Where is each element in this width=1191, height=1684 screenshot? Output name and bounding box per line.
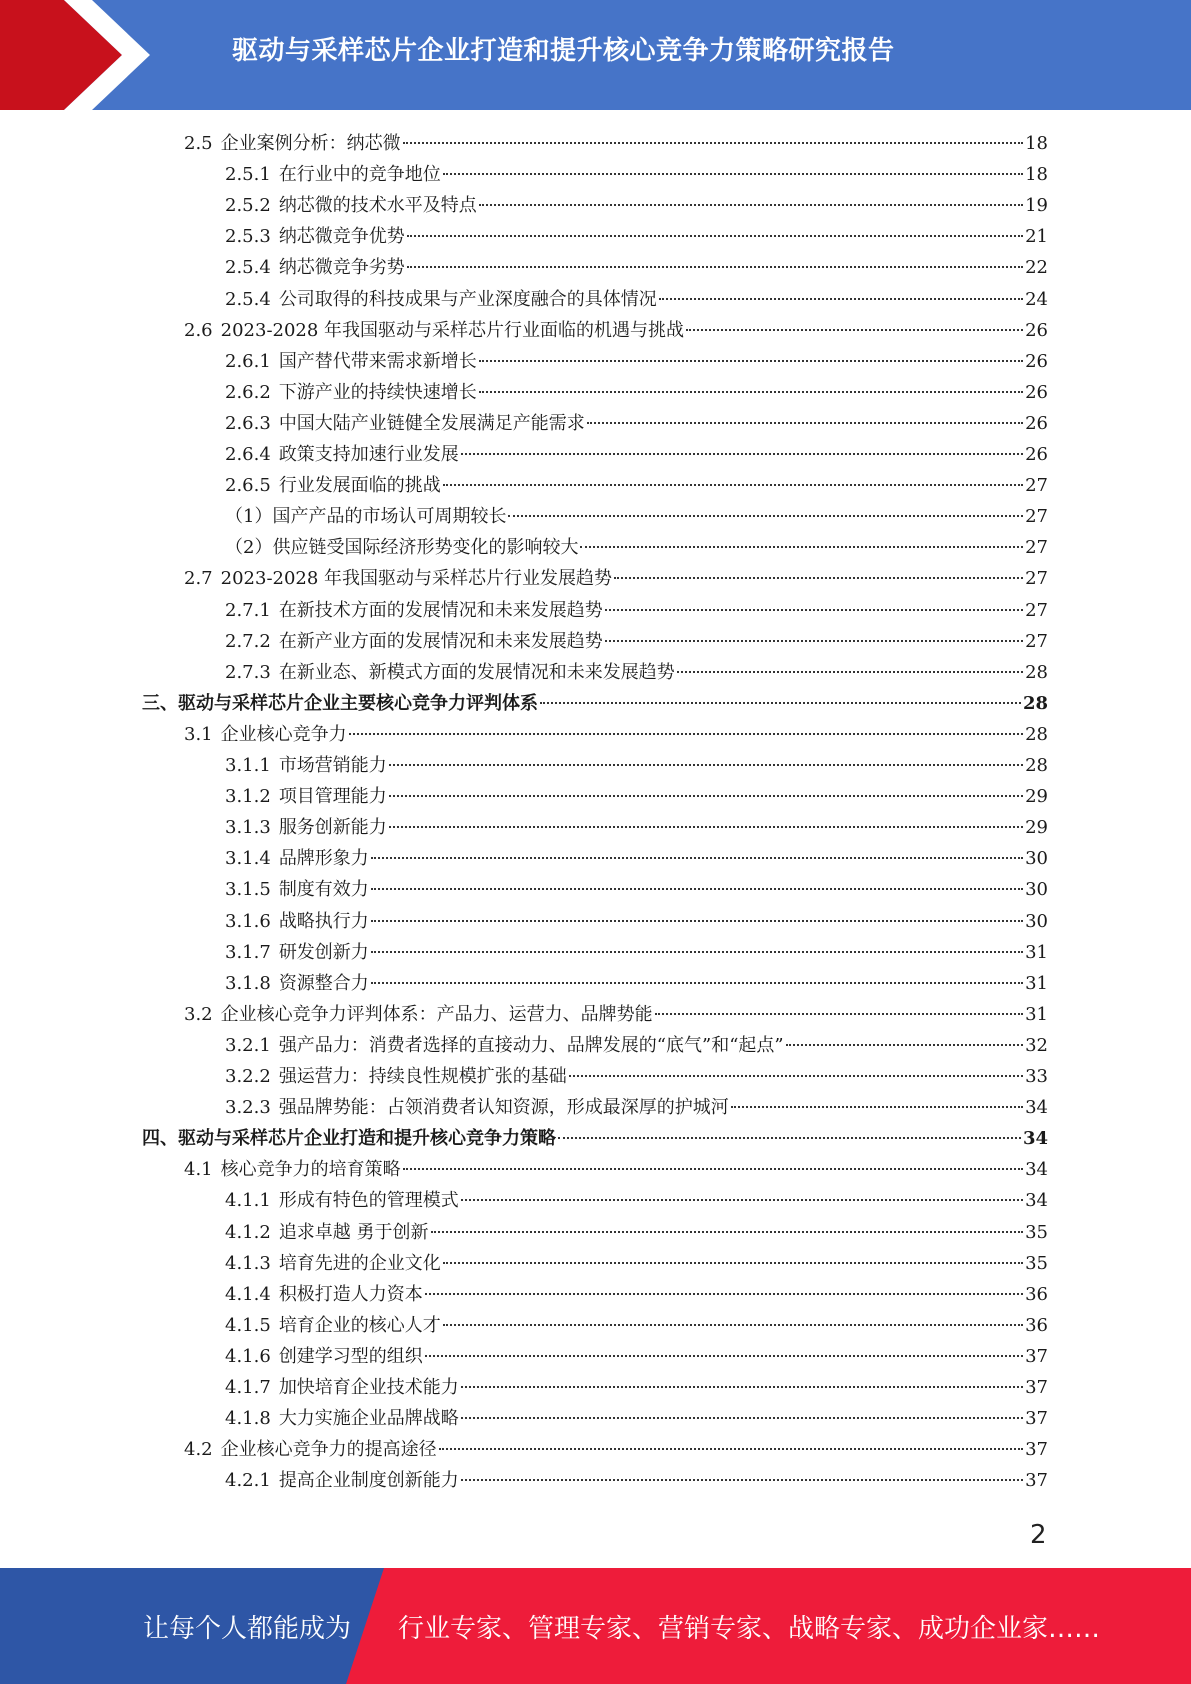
toc-dot-leader	[443, 1262, 1023, 1264]
toc-entry[interactable]	[225, 937, 1048, 968]
toc-entry[interactable]	[225, 284, 1048, 315]
toc-entry-number: 2.5.3	[225, 226, 271, 248]
toc-entry-number: （2）	[225, 537, 273, 559]
toc-entry[interactable]	[225, 408, 1048, 439]
toc-entry[interactable]	[225, 1341, 1048, 1372]
toc-entry-text: 研发创新力	[278, 941, 369, 963]
toc-entry-title	[225, 843, 369, 874]
toc-entry-number: 4.1.1	[225, 1190, 271, 1212]
toc-page-number: 30	[1025, 910, 1048, 932]
toc-page-number: 26	[1025, 412, 1048, 434]
toc-entry[interactable]	[225, 657, 1048, 688]
toc-entry-text: 企业核心竞争力的提高途径	[220, 1439, 437, 1461]
toc-entry[interactable]	[142, 1123, 1048, 1154]
toc-entry-text: 纳芯微竞争优势	[278, 226, 405, 248]
toc-entry[interactable]	[225, 968, 1048, 999]
toc-dot-leader	[461, 1479, 1023, 1481]
toc-dot-leader	[461, 453, 1023, 455]
toc-entry-text: 下游产业的持续快速增长	[278, 381, 477, 403]
toc-entry[interactable]	[225, 874, 1048, 905]
toc-entry-title	[225, 1185, 459, 1216]
toc-entry-title	[225, 626, 603, 657]
toc-entry-title	[184, 999, 653, 1030]
toc-entry[interactable]	[184, 1154, 1048, 1185]
toc-entry-title	[225, 906, 369, 937]
toc-entry-number: 3.2	[184, 1003, 213, 1025]
toc-entry[interactable]	[225, 470, 1048, 501]
toc-entry-text: 资源整合力	[278, 972, 369, 994]
toc-entry[interactable]	[184, 999, 1048, 1030]
toc-dot-leader	[425, 1355, 1023, 1357]
toc-entry-text: 企业核心竞争力	[220, 723, 347, 745]
toc-entry-title	[184, 719, 347, 750]
toc-entry-text: 强产品力：消费者选择的直接动力、品牌发展的“底气”和“起点”	[278, 1034, 784, 1056]
toc-entry-title	[225, 812, 387, 843]
toc-entry-text: 企业案例分析：纳芯微	[220, 133, 401, 154]
toc-entry-title	[184, 1434, 437, 1465]
toc-dot-leader	[443, 173, 1023, 175]
toc-entry-text: 2023-2028 年我国驱动与采样芯片行业面临的机遇与挑战	[220, 319, 685, 341]
toc-page-number: 30	[1025, 848, 1048, 870]
toc-page-number: 36	[1025, 1283, 1048, 1305]
toc-dot-leader	[605, 640, 1023, 642]
toc-page-number: 35	[1025, 1252, 1048, 1274]
toc-entry-number: 三、	[142, 692, 178, 714]
toc-entry-title	[225, 750, 387, 781]
toc-entry-number: 4.1.2	[225, 1221, 271, 1243]
toc-entry-title	[225, 190, 477, 221]
toc-dot-leader	[479, 360, 1023, 362]
toc-page-number: 33	[1025, 1066, 1048, 1087]
toc-dot-leader	[403, 142, 1023, 144]
toc-entry-title	[184, 1154, 401, 1185]
toc-entry-text: 加快培育企业技术能力	[278, 1377, 459, 1398]
toc-page-number: 31	[1025, 941, 1048, 963]
toc-entry-title	[225, 439, 459, 470]
toc-page-number: 18	[1025, 133, 1048, 154]
page-header	[0, 0, 1191, 110]
footer-slogan-left: 让每个人都能成为	[143, 1614, 352, 1644]
toc-dot-leader	[389, 764, 1023, 766]
toc-entry-text: 驱动与采样芯片企业打造和提升核心竞争力策略	[178, 1128, 556, 1150]
toc-entry[interactable]	[225, 252, 1048, 283]
toc-page-number: 37	[1025, 1377, 1048, 1398]
toc-entry-number: 3.1	[184, 723, 213, 745]
toc-entry-text: 制度有效力	[278, 879, 369, 901]
toc-entry-title	[225, 1092, 729, 1123]
toc-entry-number: 2.6	[184, 319, 213, 341]
toc-entry-number: 3.1.6	[225, 910, 271, 932]
toc-page-number: 28	[1025, 723, 1048, 745]
toc-entry[interactable]	[225, 1403, 1048, 1434]
toc-entry[interactable]	[184, 719, 1048, 750]
toc-entry-number: 4.1.8	[225, 1408, 271, 1430]
toc-entry-text: 培育企业的核心人才	[278, 1314, 441, 1336]
toc-entry[interactable]	[225, 595, 1048, 626]
toc-entry-text: 市场营销能力	[278, 755, 387, 776]
toc-entry[interactable]	[184, 315, 1048, 346]
toc-entry-text: 在新技术方面的发展情况和未来发展趋势	[278, 599, 603, 621]
toc-entry[interactable]	[225, 221, 1048, 252]
toc-entry[interactable]	[225, 439, 1048, 470]
toc-page-number: 24	[1025, 288, 1048, 310]
toc-entry-title	[225, 1061, 567, 1092]
toc-entry-number: 4.1.5	[225, 1314, 271, 1336]
toc-page-number: 36	[1025, 1314, 1048, 1336]
header-arrow-icon	[0, 0, 160, 110]
toc-entry[interactable]	[142, 688, 1048, 719]
report-title: 驱动与采样芯片企业打造和提升核心竞争力策略研究报告	[232, 36, 895, 66]
toc-entry-number: 2.6.2	[225, 381, 271, 403]
toc-entry[interactable]	[225, 1465, 1048, 1496]
toc-dot-leader	[479, 391, 1023, 393]
toc-entry-text: 强运营力：持续良性规模扩张的基础	[278, 1066, 567, 1087]
toc-entry-number: 3.1.5	[225, 879, 271, 901]
toc-entry-text: 创建学习型的组织	[278, 1345, 423, 1367]
toc-dot-leader	[508, 515, 1023, 517]
toc-dot-leader	[389, 826, 1023, 828]
toc-dot-leader	[540, 702, 1021, 704]
toc-page-number: 30	[1025, 879, 1048, 901]
toc-entry-text: 战略执行力	[278, 910, 369, 932]
toc-entry[interactable]	[225, 377, 1048, 408]
toc-page-number: 34	[1025, 1097, 1048, 1119]
toc-dot-leader	[461, 1386, 1023, 1388]
toc-entry[interactable]	[225, 781, 1048, 812]
toc-page-number: 27	[1025, 630, 1048, 652]
toc-entry-title	[225, 1341, 423, 1372]
toc-entry-number: （1）	[225, 506, 273, 528]
toc-entry-number: 3.2.2	[225, 1066, 271, 1087]
toc-dot-leader	[655, 1013, 1023, 1015]
toc-entry-title	[225, 1279, 423, 1310]
toc-entry-text: 中国大陆产业链健全发展满足产能需求	[278, 412, 585, 434]
toc-entry-number: 2.5	[184, 133, 213, 154]
toc-entry-title	[225, 937, 369, 968]
toc-page-number: 26	[1025, 350, 1048, 372]
page-number: 2	[1030, 1520, 1047, 1550]
toc-dot-leader	[439, 1448, 1023, 1450]
toc-dot-leader	[371, 888, 1023, 890]
toc-entry-number: 2.7.2	[225, 630, 271, 652]
toc-dot-leader	[580, 546, 1023, 548]
toc-entry-text: 企业核心竞争力评判体系：产品力、运营力、品牌势能	[220, 1003, 653, 1025]
toc-page-number: 31	[1025, 972, 1048, 994]
toc-dot-leader	[731, 1106, 1023, 1108]
toc-entry-number: 3.1.1	[225, 755, 271, 776]
toc-entry-title	[225, 657, 675, 688]
toc-page-number: 27	[1025, 506, 1048, 528]
toc-entry-title	[225, 874, 369, 905]
toc-entry-number: 4.1.4	[225, 1283, 271, 1305]
toc-entry[interactable]	[225, 750, 1048, 781]
toc-entry-title	[184, 315, 684, 346]
toc-page-number: 18	[1025, 164, 1048, 186]
toc-page-number: 29	[1025, 817, 1048, 839]
page-footer	[0, 1568, 1191, 1684]
toc-dot-leader	[786, 1044, 1023, 1046]
toc-entry[interactable]	[225, 1248, 1048, 1279]
toc-page-number: 27	[1025, 568, 1048, 590]
toc-entry-text: 国产替代带来需求新增长	[278, 350, 477, 372]
toc-entry-number: 2.6.4	[225, 444, 271, 465]
toc-entry-text: 纳芯微竞争劣势	[278, 257, 405, 279]
toc-dot-leader	[461, 1199, 1023, 1201]
toc-page-number: 34	[1025, 1190, 1048, 1212]
toc-entry-number: 2.5.4	[225, 257, 271, 279]
toc-page-number: 19	[1025, 195, 1048, 217]
toc-dot-leader	[605, 609, 1023, 611]
toc-page-number: 29	[1025, 786, 1048, 808]
toc-entry-text: 在新产业方面的发展情况和未来发展趋势	[278, 630, 603, 652]
toc-entry-number: 4.1.6	[225, 1345, 271, 1367]
toc-entry-number: 2.5.1	[225, 164, 271, 186]
toc-dot-leader	[431, 1231, 1024, 1233]
toc-entry[interactable]	[225, 190, 1048, 221]
toc-entry-title	[225, 377, 477, 408]
toc-entry-text: 大力实施企业品牌战略	[278, 1408, 459, 1430]
toc-dot-leader	[425, 1293, 1023, 1295]
toc-entry-text: 培育先进的企业文化	[278, 1252, 441, 1274]
toc-page-number: 22	[1025, 257, 1048, 279]
toc-entry-title	[225, 1465, 459, 1496]
toc-entry-title	[225, 532, 578, 563]
toc-entry-number: 2.7	[184, 568, 213, 590]
toc-entry-title	[225, 1248, 441, 1279]
toc-page-number: 28	[1025, 661, 1048, 683]
toc-entry-title	[225, 159, 441, 190]
toc-entry-text: 驱动与采样芯片企业主要核心竞争力评判体系	[178, 692, 538, 714]
toc-entry-number: 4.1.3	[225, 1252, 271, 1274]
toc-entry-number: 4.2.1	[225, 1470, 271, 1492]
toc-page-number: 27	[1025, 537, 1048, 559]
toc-page-number: 35	[1025, 1221, 1048, 1243]
toc-entry-text: 纳芯微的技术水平及特点	[278, 195, 477, 217]
toc-entry-number: 四、	[142, 1128, 178, 1150]
toc-entry[interactable]	[225, 626, 1048, 657]
toc-page-number: 37	[1025, 1470, 1048, 1492]
toc-entry-title	[225, 408, 585, 439]
toc-entry-title	[225, 470, 441, 501]
toc-entry-number: 2.6.1	[225, 350, 271, 372]
toc-entry[interactable]	[225, 1030, 1048, 1061]
toc-dot-leader	[587, 422, 1023, 424]
toc-entry-title	[142, 688, 538, 719]
toc-entry-title	[184, 563, 612, 594]
toc-dot-leader	[686, 329, 1023, 331]
toc-dot-leader	[403, 1168, 1023, 1170]
toc-entry-title	[225, 1372, 459, 1403]
toc-entry-text: 供应链受国际经济形势变化的影响较大	[272, 537, 579, 559]
toc-entry[interactable]	[225, 812, 1048, 843]
toc-page-number: 37	[1025, 1408, 1048, 1430]
toc-entry-title	[225, 595, 603, 626]
toc-entry-text: 追求卓越 勇于创新	[278, 1221, 429, 1243]
toc-entry-number: 2.6.5	[225, 475, 271, 497]
toc-entry[interactable]	[225, 1092, 1048, 1123]
toc-entry-number: 3.1.3	[225, 817, 271, 839]
toc-page-number: 27	[1025, 475, 1048, 497]
toc-entry-number: 3.1.8	[225, 972, 271, 994]
toc-page-number: 34	[1025, 1159, 1048, 1181]
toc-entry-text: 政策支持加速行业发展	[278, 444, 459, 465]
toc-entry-text: 服务创新能力	[278, 817, 387, 839]
toc-entry-number: 2.5.2	[225, 195, 271, 217]
toc-entry-title	[142, 1123, 556, 1154]
toc-entry-title	[225, 346, 477, 377]
toc-dot-leader	[443, 1324, 1023, 1326]
toc-dot-leader	[569, 1075, 1023, 1077]
toc-dot-leader	[659, 298, 1023, 300]
toc-dot-leader	[407, 235, 1023, 237]
toc-entry-title	[225, 968, 369, 999]
toc-entry[interactable]	[225, 1310, 1048, 1341]
toc-dot-leader	[349, 733, 1023, 735]
toc-entry-number: 3.1.2	[225, 786, 271, 808]
toc-entry-title	[225, 284, 657, 315]
toc-entry-title	[225, 1217, 429, 1248]
toc-dot-leader	[407, 266, 1023, 268]
toc-entry-text: 2023-2028 年我国驱动与采样芯片行业发展趋势	[220, 568, 613, 590]
footer-slogan-right: 行业专家、管理专家、营销专家、战略专家、成功企业家……	[398, 1614, 1101, 1644]
toc-page-number: 31	[1025, 1003, 1048, 1025]
toc-entry-text: 品牌形象力	[278, 848, 369, 870]
toc-page-number: 32	[1025, 1034, 1048, 1056]
toc-page-number: 26	[1025, 381, 1048, 403]
toc-entry[interactable]	[225, 906, 1048, 937]
toc-page-number: 26	[1025, 444, 1048, 465]
toc-page-number: 28	[1022, 692, 1048, 714]
toc-entry-text: 公司取得的科技成果与产业深度融合的具体情况	[278, 288, 657, 310]
toc-dot-leader	[558, 1137, 1021, 1139]
toc-entry[interactable]	[225, 1279, 1048, 1310]
toc-entry[interactable]	[184, 1434, 1048, 1465]
toc-entry-text: 行业发展面临的挑战	[278, 475, 441, 497]
toc-entry-number: 4.2	[184, 1439, 213, 1461]
toc-dot-leader	[461, 1417, 1023, 1419]
toc-entry[interactable]	[225, 1217, 1048, 1248]
toc-dot-leader	[677, 671, 1023, 673]
toc-entry-text: 提高企业制度创新能力	[278, 1470, 459, 1492]
toc-entry-number: 4.1.7	[225, 1377, 271, 1398]
toc-entry[interactable]	[225, 1061, 1048, 1092]
toc-entry-title	[225, 781, 387, 812]
toc-entry-text: 在行业中的竞争地位	[278, 164, 441, 186]
toc-page-number: 37	[1025, 1345, 1048, 1367]
toc-entry-number: 3.1.7	[225, 941, 271, 963]
toc-dot-leader	[443, 484, 1023, 486]
toc-entry-title	[225, 501, 506, 532]
toc-entry[interactable]	[225, 532, 1048, 563]
toc-page-number: 37	[1025, 1439, 1048, 1461]
toc-dot-leader	[614, 577, 1023, 579]
toc-entry-number: 3.2.3	[225, 1097, 271, 1119]
toc-entry-number: 2.5.4	[225, 288, 271, 310]
toc-entry-text: 项目管理能力	[278, 786, 387, 808]
toc-page-number: 28	[1025, 755, 1048, 776]
toc-entry[interactable]	[225, 501, 1048, 532]
toc-entry-number: 3.1.4	[225, 848, 271, 870]
toc-entry-number: 4.1	[184, 1159, 213, 1181]
toc-entry-number: 2.7.3	[225, 661, 271, 683]
toc-dot-leader	[479, 204, 1023, 206]
toc-entry[interactable]	[225, 1185, 1048, 1216]
toc-dot-leader	[371, 857, 1023, 859]
toc-entry-title	[225, 1403, 459, 1434]
toc-entry[interactable]	[184, 563, 1048, 594]
toc-entry-text: 形成有特色的管理模式	[278, 1190, 459, 1212]
toc-page-number: 27	[1025, 599, 1048, 621]
toc-entry-title	[225, 252, 405, 283]
toc-page-number: 26	[1025, 319, 1048, 341]
toc-entry-text: 国产产品的市场认可周期较长	[272, 506, 507, 528]
toc-entry-number: 3.2.1	[225, 1034, 271, 1056]
toc-entry-number: 2.6.3	[225, 412, 271, 434]
toc-page-number: 21	[1025, 226, 1048, 248]
toc-entry-text: 核心竞争力的培育策略	[220, 1159, 401, 1181]
toc-entry-title	[225, 1310, 441, 1341]
toc-page-number: 34	[1022, 1128, 1048, 1150]
toc-entry[interactable]	[225, 1372, 1048, 1403]
toc-dot-leader	[371, 920, 1023, 922]
toc-entry-text: 积极打造人力资本	[278, 1283, 423, 1305]
toc-entry-title	[225, 221, 405, 252]
toc-dot-leader	[389, 795, 1023, 797]
toc-entry[interactable]	[225, 159, 1048, 190]
toc-entry[interactable]	[225, 843, 1048, 874]
toc-entry[interactable]	[184, 128, 1048, 159]
toc-entry-text: 强品牌势能：占领消费者认知资源，形成最深厚的护城河	[278, 1097, 729, 1119]
toc-dot-leader	[371, 951, 1023, 953]
toc-dot-leader	[371, 982, 1023, 984]
toc-entry-text: 在新业态、新模式方面的发展情况和未来发展趋势	[278, 661, 675, 683]
toc-entry-title	[225, 1030, 784, 1061]
toc-entry-title	[184, 128, 401, 159]
toc-entry[interactable]	[225, 346, 1048, 377]
toc-entry-number: 2.7.1	[225, 599, 271, 621]
